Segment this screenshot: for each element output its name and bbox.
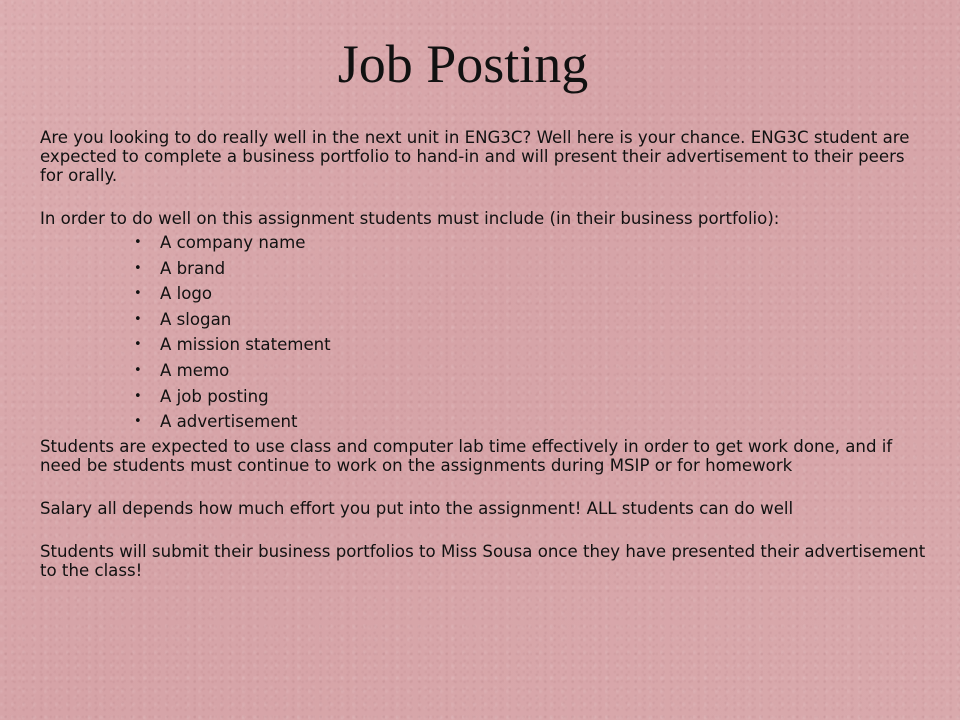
list-item: [40, 409, 932, 435]
requirement-text: A advertisement: [160, 412, 298, 432]
slide-title: Job Posting: [337, 34, 589, 94]
bullet-icon: •: [134, 286, 142, 302]
list-item: [40, 332, 932, 358]
bullet-icon: •: [134, 235, 142, 250]
slide-body: [40, 128, 932, 580]
intro-paragraph: Are you looking to do really well in the next unit in ENG3C? Well here is your chance. ENG3C student are expected to complete a business portfolio to hand-in and will present their advertisement to their peers for orally.: [40, 128, 910, 185]
submission-paragraph: Students will submit their business portfolios to Miss Sousa once they have presented their advertisement to the class!: [40, 541, 926, 580]
list-item: [40, 256, 932, 282]
bullet-icon: •: [134, 362, 142, 378]
requirement-text: A slogan: [160, 309, 232, 329]
requirement-text: A brand: [160, 258, 226, 278]
requirement-text: A memo: [160, 360, 230, 380]
requirement-text: A job posting: [160, 386, 269, 406]
requirements-lead: In order to do well on this assignment students must include (in their business portfolio):: [40, 209, 780, 228]
requirement-text: A mission statement: [160, 335, 331, 355]
salary-paragraph: Salary all depends how much effort you put into the assignment! ALL students can do well: [40, 498, 794, 518]
bullet-icon: •: [134, 414, 142, 430]
bullet-icon: •: [134, 388, 142, 404]
requirement-text: A logo: [160, 284, 213, 304]
list-item: [40, 358, 932, 384]
list-item: [40, 384, 932, 410]
requirements-list: [40, 230, 932, 435]
requirement-text: A company name: [160, 233, 306, 252]
bullet-icon: •: [134, 337, 142, 353]
list-item: [40, 281, 932, 307]
bullet-icon: •: [134, 311, 142, 327]
list-item: [40, 307, 932, 333]
list-item: [40, 230, 932, 256]
expectations-paragraph: Students are expected to use class and computer lab time effectively in order to get work done, and if need be students must continue to work on the assignments during MSIP or for homework: [40, 436, 893, 475]
bullet-icon: •: [134, 260, 142, 276]
